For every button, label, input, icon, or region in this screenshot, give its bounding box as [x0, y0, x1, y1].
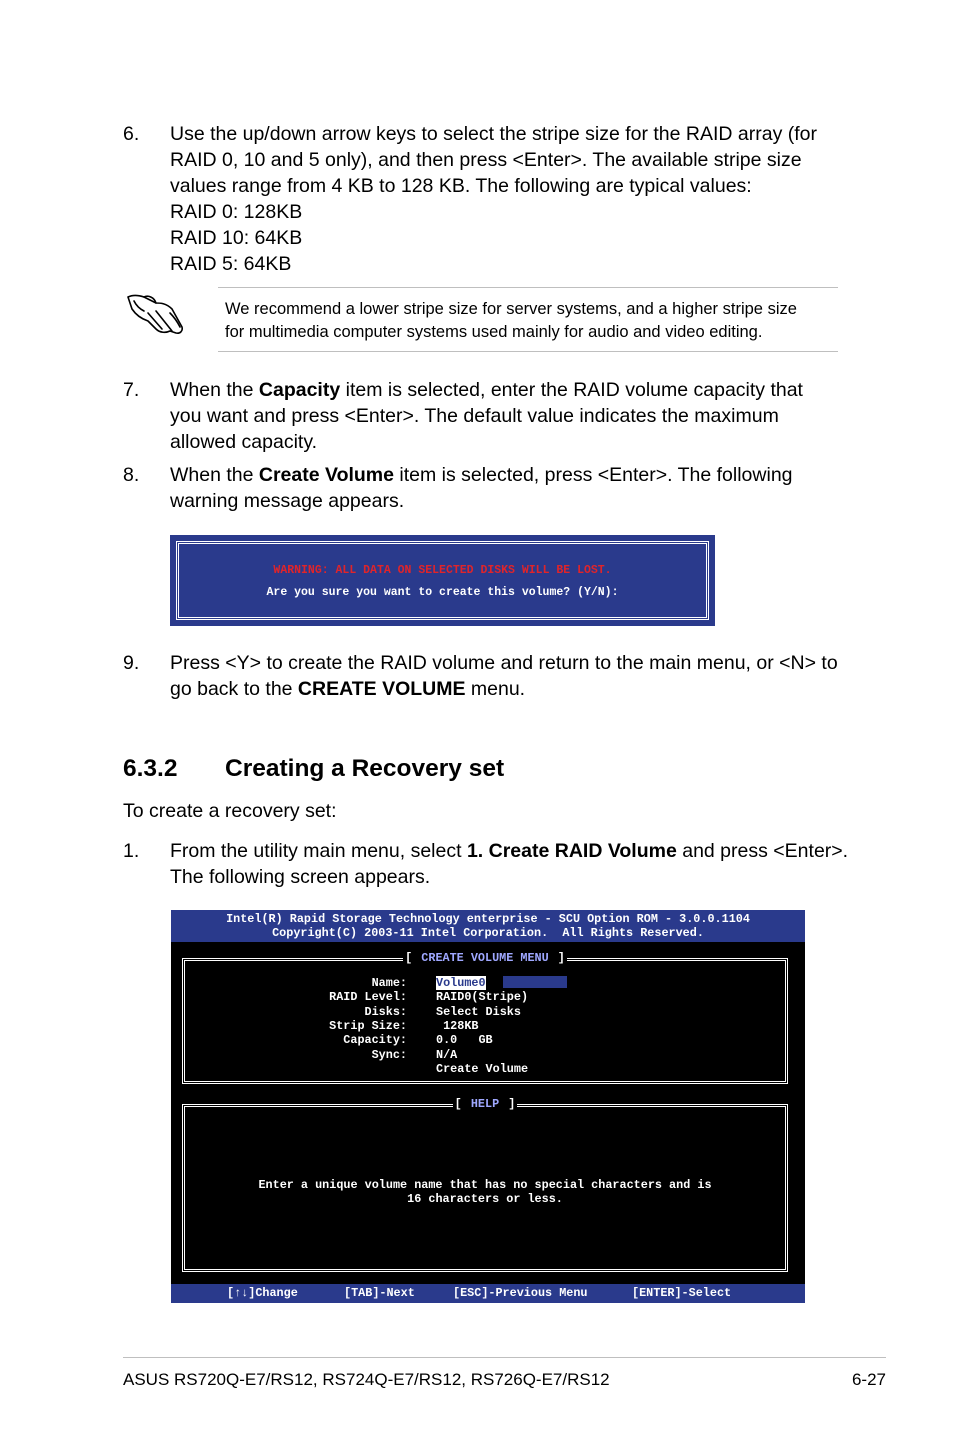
- field-name[interactable]: Name: Volume0: [371, 976, 486, 990]
- footer-product: ASUS RS720Q-E7/RS12, RS724Q-E7/RS12, RS726Q-E7/RS12: [123, 1370, 610, 1389]
- step-number: 9.: [123, 652, 140, 674]
- section-title: Creating a Recovery set: [225, 755, 505, 782]
- panel-title: [ CREATE VOLUME MENU ]: [405, 951, 565, 965]
- field-raid-level[interactable]: RAID Level: RAID0(Stripe): [329, 990, 529, 1005]
- step-text: From the utility main menu, select 1. Create RAID Volume and press <Enter>. The following screen appears.: [170, 840, 849, 888]
- step-number: 1.: [123, 840, 140, 862]
- field-disks[interactable]: Disks: Select Disks: [364, 1004, 521, 1019]
- page-number: 6-27: [851, 1370, 886, 1389]
- help-text-2: 16 characters or less.: [407, 1192, 563, 1207]
- step-text: Use the up/down arrow keys to select the stripe size for the RAID array (for RAID 0, 10 and 5 only), and then press <Enter>. The available stripe size values range from 4 KB to 128 KB. The following are typical values: RAID 0: 128KB RAID 10: 64KB RAID 5: 64KB: [170, 123, 818, 275]
- field-sync[interactable]: Sync: N/A: [371, 1047, 458, 1062]
- field-strip-size[interactable]: Strip Size: 128KB: [329, 1018, 479, 1033]
- pointing-hand-icon: [126, 291, 184, 337]
- step-number: 8.: [123, 464, 140, 486]
- help-panel: [182, 1097, 788, 1272]
- note-text: We recommend a lower stripe size for server systems, and a higher stripe size for multimedia computer systems used mainly for audio and video editing.: [225, 300, 797, 341]
- create-volume-panel: [182, 951, 788, 1084]
- warning-message: WARNING: ALL DATA ON SELECTED DISKS WILL BE LOST.: [273, 564, 612, 577]
- bios-key-legend: [171, 1284, 805, 1303]
- key-select: [ENTER]-Select: [632, 1286, 732, 1300]
- field-capacity[interactable]: Capacity: 0.0 GB: [343, 1033, 493, 1048]
- help-text-1: Enter a unique volume name that has no special characters and is: [258, 1178, 712, 1192]
- key-previous: [ESC]-Previous Menu: [453, 1286, 588, 1300]
- key-change: [↑↓]Change: [227, 1286, 298, 1300]
- name-input[interactable]: Volume0: [436, 976, 486, 990]
- bios-screen: [171, 910, 805, 1303]
- step-number: 7.: [123, 379, 140, 401]
- bios-header: Intel(R) Rapid Storage Technology enterprise - SCU Option ROM - 3.0.0.1104 Copyright(C) 2003-11 Intel Corporation. All Rights Reserved.: [171, 910, 805, 942]
- step-text: Press <Y> to create the RAID volume and return to the main menu, or <N> to go back to the CREATE VOLUME menu.: [170, 652, 838, 700]
- dialog-frame: [176, 541, 709, 620]
- section-number: 6.3.2: [123, 755, 178, 782]
- footer-divider: [123, 1357, 886, 1358]
- confirm-prompt[interactable]: Are you sure you want to create this volume? (Y/N):: [266, 586, 619, 599]
- step-text: When the Capacity item is selected, enter the RAID volume capacity that you want and press <Enter>. The default value indicates the maximum allowed capacity.: [170, 379, 803, 453]
- step-text: When the Create Volume item is selected, press <Enter>. The following warning message appears.: [170, 464, 793, 512]
- warning-dialog: [170, 535, 715, 626]
- step-number: 6.: [123, 123, 140, 145]
- intro-text: To create a recovery set:: [123, 800, 337, 822]
- create-volume-action[interactable]: Create Volume: [436, 1061, 529, 1076]
- key-next: [TAB]-Next: [344, 1286, 415, 1300]
- note-box: [218, 287, 838, 352]
- panel-title: [ HELP ]: [454, 1097, 516, 1111]
